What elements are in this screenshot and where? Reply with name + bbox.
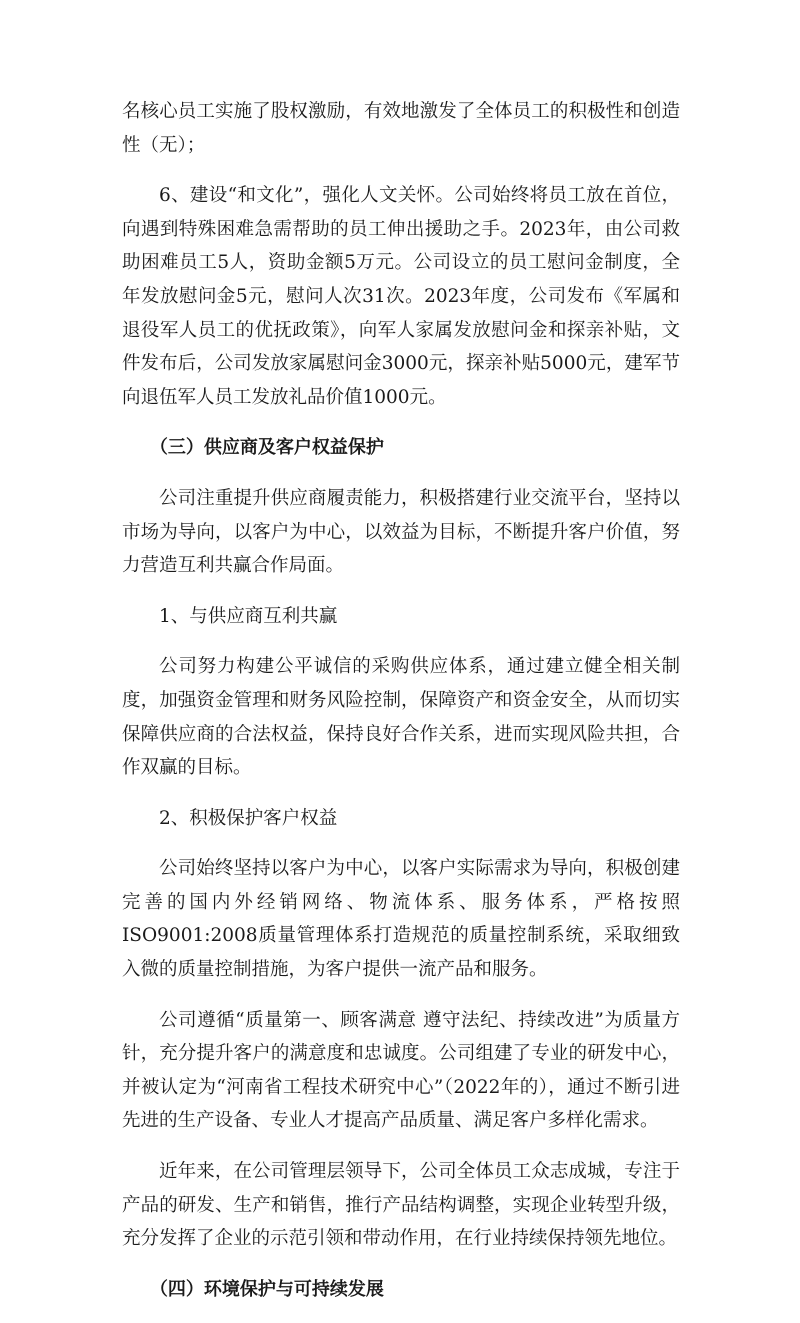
paragraph-industry-leadership: 近年来，在公司管理层领导下，公司全体员工众志成城，专注于产品的研发、生产和销售，推行产品结构调整，实现企业转型升级，充分发挥了企业的示范引领和带动作用，在行业持续保持领先地位。 — [122, 1161, 680, 1250]
paragraph-customer-centric: 公司始终坚持以客户为中心，以客户实际需求为导向，积极创建完善的国内外经销网络、物流体系、服务体系，严格按照ISO9001:2008质量管理体系打造规范的质量控制系统，采取细致入微的质量控制措施，为客户提供一流产品和服务。 — [122, 858, 680, 981]
subheading-customer-rights: 2、积极保护客户权益 — [159, 807, 338, 829]
section-heading-environment: （四）环境保护与可持续发展 — [149, 1278, 384, 1300]
paragraph-harmony-culture: 6、建设“和文化”，强化人文关怀。公司始终将员工放在首位，向遇到特殊困难急需帮助的员工伸出援助之手。2023年，由公司救助困难员工5人，资助金额5万元。公司设立的员工慰问金制度，全年发放慰问金5元，慰问人次31次。2023年度，公司发布《军属和退役军人员工的优抚政策》，向军人家属发放慰问金和探亲补贴，文件发布后，公司发放家属慰问金3000元，探亲补贴5000元，建军节向退伍军人员工发放礼品价值1000元。 — [122, 185, 680, 408]
paragraph-procurement: 公司努力构建公平诚信的采购供应体系，通过建立健全相关制度，加强资金管理和财务风险控制，保障资产和资金安全，从而切实保障供应商的合法权益，保持良好合作关系，进而实现风险共担，合作双赢的目标。 — [122, 656, 680, 779]
document-page — [122, 95, 680, 1323]
section-heading-supplier-customer: （三）供应商及客户权益保护 — [149, 437, 384, 459]
subheading-supplier-win-win: 1、与供应商互利共赢 — [159, 605, 338, 627]
paragraph-supplier-intro: 公司注重提升供应商履责能力，积极搭建行业交流平台，坚持以市场为导向，以客户为中心，以效益为目标，不断提升客户价值，努力营造互利共赢合作局面。 — [122, 487, 680, 577]
paragraph-quality-policy: 公司遵循“质量第一、顾客满意 遵守法纪、持续改进”为质量方针，充分提升客户的满意度和忠诚度。公司组建了专业的研发中心，并被认定为“河南省工程技术研究中心”（2022年的），通过不断引进先进的生产设备、专业人才提高产品质量、满足客户多样化需求。 — [122, 1009, 680, 1132]
paragraph-equity-incentive: 名核心员工实施了股权激励，有效地激发了全体员工的积极性和创造性（无）； — [122, 101, 680, 156]
